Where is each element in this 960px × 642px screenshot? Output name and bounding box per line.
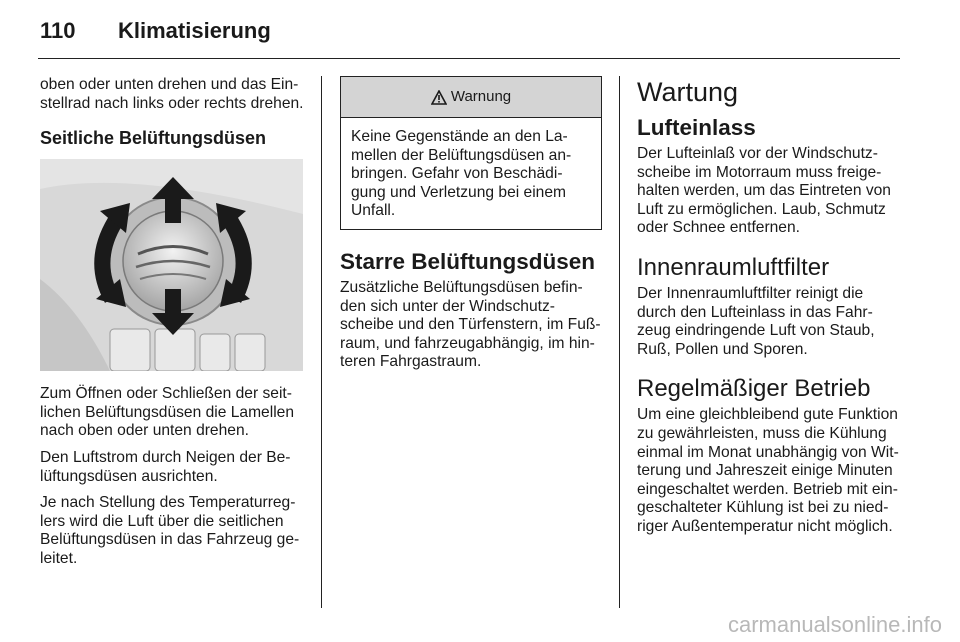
warning-text: Keine Gegenstände an den La-mellen der Belüftungsdüsen an-bringen. Gefahr von Beschädi-gung und Verletzung bei einem Unfall. — [351, 128, 572, 220]
warning-triangle-icon — [431, 90, 447, 105]
side-vent-figure — [40, 159, 303, 371]
paragraph: Den Luftstrom durch Neigen der Be-lüftungsdüsen ausrichten. — [40, 448, 291, 485]
paragraph: Zusätzliche Belüftungsdüsen befin-den sich unter der Windschutz-scheibe und den Türfenstern, im Fuß-raum, und fahrzeugabhängig, im hin-teren Fahrgastraum. — [340, 278, 601, 371]
header-rule — [38, 58, 900, 59]
subsection-heading: Innenraumluftfilter — [637, 253, 830, 281]
paragraph: Um eine gleichbleibend gute Funktion zu gewährleisten, muss die Kühlung einmal im Monat unabhängig von Wit-terung und Jahreszeit einige Minuten eingeschaltet werden. Betrieb mit ein-geschalteter Kühlung ist bei zu nied-riger Außentemperatur nicht möglich. — [637, 406, 899, 535]
warning-title: Warnung — [450, 87, 512, 105]
warning-header — [341, 77, 601, 118]
paragraph: Der Lufteinlaß vor der Windschutz-scheibe im Motorraum muss freige-halten werden, um das Eintreten von Luft zu ermöglichen. Laub, Schmutz oder Schnee entfernen. — [637, 145, 891, 237]
middle-column — [340, 76, 602, 380]
section-title: Wartung — [637, 77, 739, 107]
subsection-heading: Regelmäßiger Betrieb — [637, 375, 871, 403]
watermark: carmanualsonline.info — [727, 612, 942, 637]
paragraph: Je nach Stellung des Temperaturreg-lers wird die Luft über die seitlichen Belüftungsdüsen in das Fahrzeug ge-leitet. — [40, 494, 300, 567]
warning-body — [341, 118, 601, 229]
left-column — [40, 76, 305, 577]
column-divider — [619, 76, 620, 608]
page-header-title: Klimatisierung — [118, 18, 271, 43]
section-heading: Seitliche Belüftungsdüsen — [40, 128, 267, 149]
paragraph: Zum Öffnen oder Schließen der seit-lichen Belüftungsdüsen die Lamellen nach oben oder unten drehen. — [40, 385, 295, 440]
intro-text: oben oder unten drehen und das Ein-stellrad nach links oder rechts drehen. — [40, 76, 304, 112]
section-heading: Starre Belüftungsdüsen — [340, 248, 596, 274]
column-divider — [321, 76, 322, 608]
paragraph: Der Innenraumluftfilter reinigt die durch den Lufteinlass in das Fahr-zeug eindringende Luft von Staub, Ruß, Pollen und Sporen. — [637, 284, 875, 358]
warning-box — [340, 76, 602, 230]
right-column — [637, 76, 902, 545]
subsection-heading: Lufteinlass — [637, 115, 756, 140]
page-number: 110 — [40, 18, 76, 43]
